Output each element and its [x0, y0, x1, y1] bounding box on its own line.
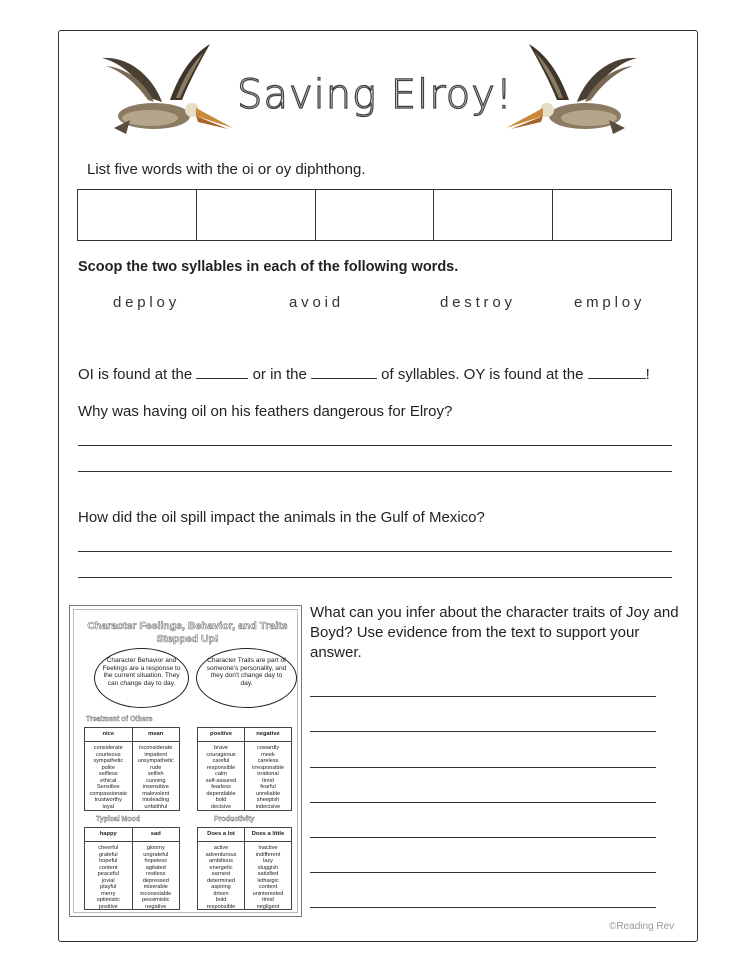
question-scoop-syllables: Scoop the two syllables in each of the following words.	[78, 259, 459, 275]
word-answer-box[interactable]	[553, 190, 671, 240]
table-header: mean	[148, 731, 164, 737]
question-character-traits: What can you infer about the character traits of Joy and Boyd? Use evidence from the text to support your answer.	[310, 604, 679, 661]
table-header: sad	[150, 831, 161, 837]
character-traits-poster	[69, 605, 302, 917]
syllable-word: avoid	[289, 294, 344, 311]
table-header: positive	[198, 728, 245, 741]
table-column: cowardly meek careless irresponsible irrational timid fearful unreliable sheepish indecisive	[252, 745, 284, 810]
fill-in-blank[interactable]	[196, 365, 248, 379]
word-answer-box[interactable]	[434, 190, 553, 240]
fill-in-part: !	[645, 366, 650, 383]
syllable-word: employ	[574, 294, 646, 311]
table-header: happy	[85, 828, 133, 841]
answer-line[interactable]	[78, 471, 672, 472]
word-answer-boxes	[77, 189, 672, 241]
fill-in-part: OI is found at the	[78, 366, 193, 383]
question-oil-spill: How did the oil spill impact the animals in the Gulf of Mexico?	[78, 509, 485, 526]
answer-line[interactable]	[310, 907, 656, 908]
section-heading: Treatment of Others	[86, 716, 153, 723]
traits-table	[197, 727, 292, 811]
answer-line[interactable]	[310, 802, 656, 803]
section-heading: Typical Mood	[96, 816, 141, 823]
table-column: brave courageous careful responsible calm self-assured fearless dependable bold decisive	[198, 742, 245, 810]
answer-line[interactable]	[310, 837, 656, 838]
fill-in-part: of syllables. OY is found at the	[381, 366, 584, 383]
behavior-bubble: Character Behavior and Feelings are a response to the current situation. They can change day to day.	[94, 648, 189, 708]
answer-line[interactable]	[78, 445, 672, 446]
table-column: gloomy ungrateful hopeless agitated restless depressed miserable inconsolable pessimistic negative	[140, 845, 172, 910]
answer-line[interactable]	[310, 872, 656, 873]
table-header: negative	[256, 731, 280, 737]
fill-in-part: or in the	[252, 366, 307, 383]
fill-in-blank[interactable]	[588, 365, 646, 379]
traits-table	[84, 727, 180, 811]
question-oil-feathers: Why was having oil on his feathers dangerous for Elroy?	[78, 403, 453, 420]
table-column: cheerful grateful hopeful content peaceful jovial playful merry optimistic positive	[85, 842, 133, 909]
answer-line[interactable]	[310, 767, 656, 768]
table-header: Does a lot	[198, 828, 245, 841]
table-column: considerate courteous sympathetic polite selfless ethical Sensitive compassionate trustworthy loyal	[85, 742, 133, 810]
traits-table	[84, 827, 180, 910]
poster-title: Character Feelings, Behavior, and Traits Stepped Up!	[87, 620, 288, 645]
table-column: active adventurous ambitious energetic earnest determined aspiring driven bold responsible	[198, 842, 245, 909]
poster-inner	[73, 609, 298, 913]
fill-in-sentence	[78, 365, 650, 383]
table-header: Does a little	[251, 831, 285, 837]
answer-line[interactable]	[310, 731, 656, 732]
answer-line[interactable]	[78, 551, 672, 552]
table-column: inactive indifferent lazy sluggish satisfied lethargic content uninterested timid negligent	[252, 845, 284, 910]
table-column: inconsiderate impatient unsympathetic rude selfish cunning insensitive malevolent misleading unfaithful	[137, 745, 174, 810]
traits-table	[197, 827, 292, 910]
word-answer-box[interactable]	[78, 190, 197, 240]
question-diphthong-words: List five words with the oi or oy diphthong.	[87, 161, 366, 178]
answer-line[interactable]	[310, 696, 656, 697]
fill-in-blank[interactable]	[311, 365, 377, 379]
syllable-word: destroy	[440, 294, 516, 311]
copyright-text: ©Reading Rev	[609, 921, 675, 932]
worksheet-title: Saving Elroy!	[237, 72, 513, 118]
section-heading: Productivity	[214, 816, 255, 823]
word-answer-box[interactable]	[197, 190, 316, 240]
answer-line[interactable]	[78, 577, 672, 578]
table-header: nice	[85, 728, 133, 741]
word-answer-box[interactable]	[316, 190, 435, 240]
traits-bubble: Character Traits are part of someone's personality, and they don't change day to day.	[196, 648, 297, 708]
syllable-word: deploy	[113, 294, 181, 311]
